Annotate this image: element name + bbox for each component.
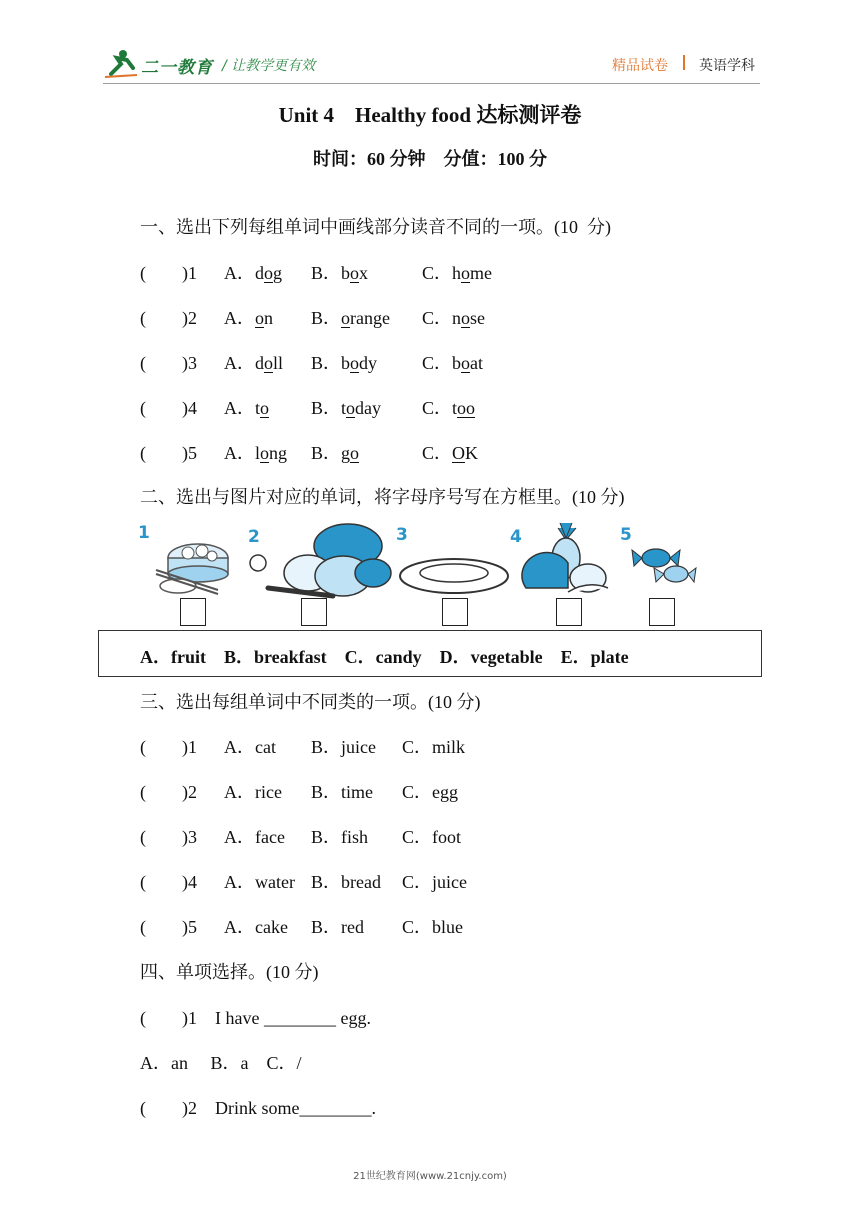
answer-box-3[interactable] (442, 598, 468, 626)
underlined-part: o (461, 263, 471, 283)
question-number: ( )1 (140, 737, 197, 757)
question-number: ( )3 (140, 827, 197, 847)
word-part: l (255, 443, 261, 463)
answer-box-1[interactable] (180, 598, 206, 626)
word-part: range (350, 308, 390, 328)
option-letter: B． (311, 443, 342, 463)
option-letter: B． (311, 353, 342, 373)
underlined-part: o (461, 308, 471, 328)
option-c: C．juice (402, 872, 467, 892)
underlined-part: o (264, 353, 273, 373)
word-part: at (470, 353, 484, 373)
option-b: B．time (311, 782, 373, 802)
word-part: g (273, 263, 282, 283)
option-letter: C． (422, 308, 453, 328)
word-options: A．fruit B．breakfast C．candy D．vegetable E．plate (140, 647, 629, 667)
word-part: me (470, 263, 493, 283)
fruit-icon (510, 523, 608, 592)
option-a: A．cat (224, 737, 276, 757)
option-b: B．red (311, 917, 364, 937)
section1-heading: 一、选出下列每组单词中画线部分读音不同的一项。(10 分) (140, 217, 611, 237)
option-letter: C． (422, 398, 453, 418)
question-number: ( )2 (140, 308, 197, 328)
underlined-part: o (461, 353, 471, 373)
word-part: se (470, 308, 486, 328)
word-part: d (255, 263, 264, 283)
word-part: n (264, 308, 273, 328)
answer-box-5[interactable] (649, 598, 675, 626)
underlined-part: o (350, 263, 360, 283)
question-4-1-options: A．an B．a C．/ (140, 1053, 302, 1073)
option-c: C．blue (402, 917, 463, 937)
underlined-part: O (452, 443, 466, 463)
option-letter: A． (224, 443, 255, 463)
candy-icon (620, 525, 696, 582)
word-part: t (452, 398, 458, 418)
option-letter: C． (422, 353, 453, 373)
page-subtitle: 时间：60 分钟 分值：100 分 (313, 149, 547, 169)
option-a (224, 259, 282, 285)
option-c (422, 304, 485, 330)
option-a: A．cake (224, 917, 288, 937)
word-part: t (341, 398, 347, 418)
question-4-1: ( )1 I have ________ egg. (140, 1008, 371, 1028)
option-c (422, 349, 483, 375)
underlined-part: o (350, 353, 360, 373)
option-b (311, 259, 368, 285)
dumplings-icon (138, 523, 228, 594)
word-part: h (452, 263, 462, 283)
option-a (224, 304, 273, 330)
underlined-part: o (255, 308, 264, 328)
option-c (422, 394, 475, 420)
question-number: ( )1 (140, 263, 197, 283)
section3-heading: 三、选出每组单词中不同类的一项。(10 分) (140, 692, 481, 712)
answer-box-2[interactable] (301, 598, 327, 626)
option-b (311, 439, 359, 465)
option-c (422, 439, 478, 465)
option-c: C．milk (402, 737, 466, 757)
word-part: dy (359, 353, 378, 373)
word-part: K (465, 443, 479, 463)
answer-box-4[interactable] (556, 598, 582, 626)
option-a: A．water (224, 872, 295, 892)
word-part: ll (273, 353, 284, 373)
option-letter: B． (311, 308, 342, 328)
word-part: t (255, 398, 261, 418)
option-letter: A． (224, 353, 255, 373)
word-part: d (255, 353, 264, 373)
question-number: ( )4 (140, 872, 197, 892)
word-part: g (341, 443, 351, 463)
subject-tag: 英语学科 (699, 58, 755, 74)
question-number: ( )3 (140, 353, 197, 373)
underlined-part: oo (457, 398, 476, 418)
pictures-row (138, 518, 703, 600)
option-b: B．fish (311, 827, 369, 847)
option-b: B．bread (311, 872, 381, 892)
option-a: A．face (224, 827, 285, 847)
underlined-part: o (341, 308, 351, 328)
section2-heading: 二、选出与图片对应的单词，将字母序号写在方框里。(10 分) (140, 487, 625, 507)
option-a: A．rice (224, 782, 282, 802)
option-letter: A． (224, 308, 255, 328)
word-part: n (452, 308, 462, 328)
question-number: ( )5 (140, 917, 197, 937)
option-letter: B． (311, 398, 342, 418)
picture-number-1: 1 (138, 523, 150, 543)
option-b (311, 304, 390, 330)
plate-icon (396, 525, 508, 593)
word-part: ng (269, 443, 288, 463)
brand-name: 二一教育 (141, 58, 213, 78)
option-a (224, 349, 283, 375)
word-part: b (452, 353, 462, 373)
option-b (311, 349, 377, 375)
vegetables-icon (248, 524, 391, 596)
option-letter: B． (311, 263, 342, 283)
header-divider (683, 55, 685, 70)
option-a (224, 394, 269, 420)
page-footer: 21世纪教育网(www.21cnjy.com) (353, 1171, 507, 1182)
option-b: B．juice (311, 737, 376, 757)
question-number: ( )2 (140, 782, 197, 802)
question-number: ( )5 (140, 443, 197, 463)
underlined-part: o (346, 398, 356, 418)
picture-number-2: 2 (248, 527, 260, 547)
option-a (224, 439, 287, 465)
word-part: x (359, 263, 369, 283)
option-c: C．egg (402, 782, 458, 802)
underlined-part: o (350, 443, 360, 463)
picture-number-5: 5 (620, 525, 632, 545)
page-title: Unit 4 Healthy food 达标测评卷 (278, 103, 582, 127)
option-letter: A． (224, 398, 255, 418)
option-letter: A． (224, 263, 255, 283)
picture-number-4: 4 (510, 527, 522, 547)
option-c (422, 259, 492, 285)
option-letter: C． (422, 263, 453, 283)
underlined-part: o (264, 263, 273, 283)
word-part: b (341, 263, 351, 283)
word-part: b (341, 353, 351, 373)
brand-slogan: / 让教学更有效 (222, 58, 316, 74)
underlined-part: o (260, 443, 270, 463)
section4-heading: 四、单项选择。(10 分) (140, 962, 319, 982)
picture-number-3: 3 (396, 525, 408, 545)
question-number: ( )4 (140, 398, 197, 418)
paper-tag: 精品试卷 (612, 58, 668, 74)
question-4-2: ( )2 Drink some________. (140, 1098, 376, 1118)
option-b (311, 394, 381, 420)
header-rule (103, 83, 760, 84)
word-part: day (355, 398, 382, 418)
option-letter: C． (422, 443, 453, 463)
option-c: C．foot (402, 827, 462, 847)
underlined-part: o (260, 398, 270, 418)
